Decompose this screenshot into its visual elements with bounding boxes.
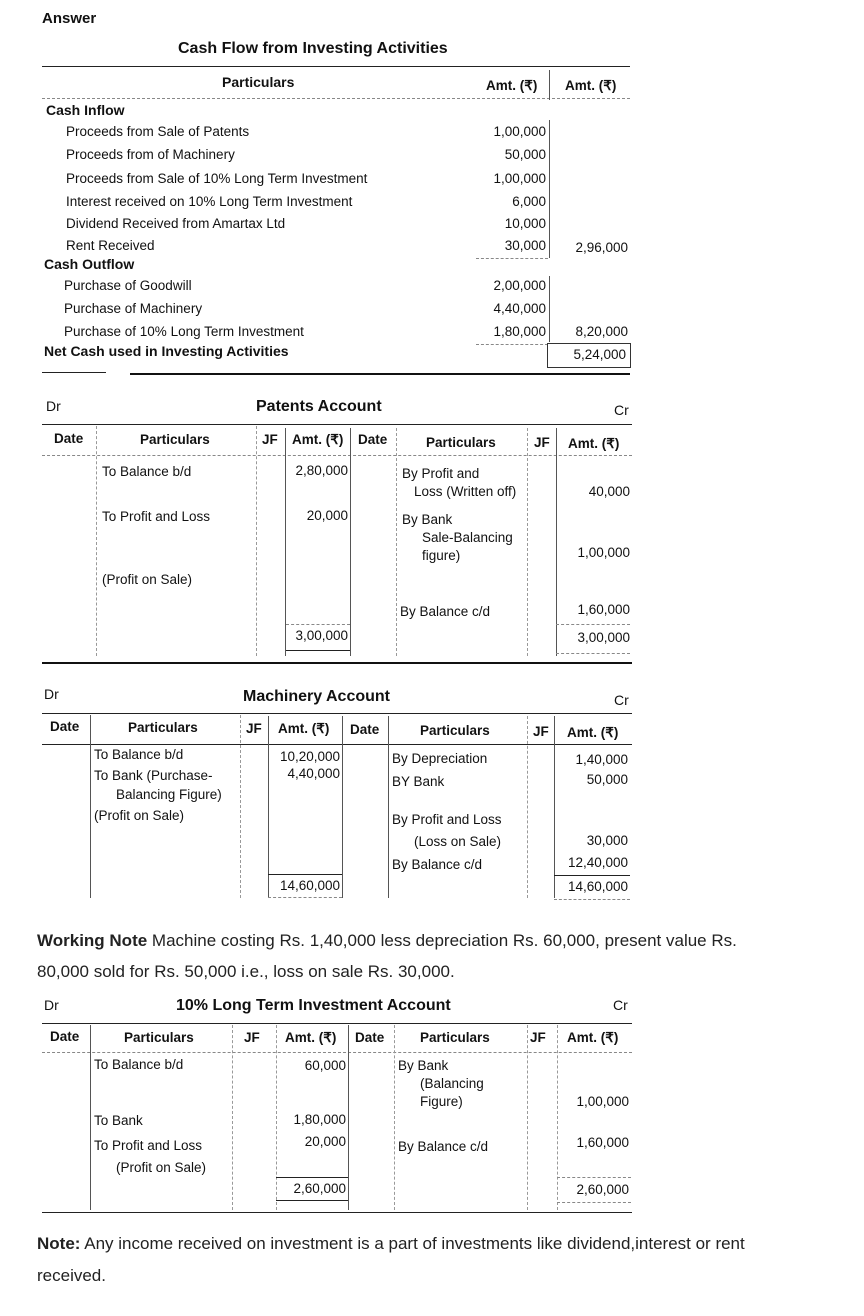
investment-credit-amt: 1,00,000 xyxy=(576,1094,629,1109)
machinery-credit-sum-rule xyxy=(554,875,630,876)
note-line2: received. xyxy=(37,1266,106,1285)
machinery-debit-text: Balancing Figure) xyxy=(116,787,222,802)
machinery-dr: Dr xyxy=(44,686,59,702)
machinery-col-divider xyxy=(342,716,343,898)
investment-credit-amt: 1,60,000 xyxy=(576,1135,629,1150)
patents-bottom-rule xyxy=(42,662,632,664)
cashflow-top-rule xyxy=(42,66,630,67)
machinery-credit-text: By Profit and Loss xyxy=(392,812,502,827)
machinery-debit-total: 14,60,000 xyxy=(279,878,340,893)
investment-debit-amt: 20,000 xyxy=(304,1134,346,1149)
patents-debit-sum-rule xyxy=(286,624,350,625)
patents-debit-amt: 20,000 xyxy=(306,508,348,523)
investment-credit-total: 2,60,000 xyxy=(576,1182,629,1197)
investment-col-divider xyxy=(232,1025,233,1210)
inflow-item-label: Dividend Received from Amartax Ltd xyxy=(66,216,286,231)
inflow-item-amt: 6,000 xyxy=(512,194,546,209)
working-note xyxy=(37,926,737,956)
inflow-item-label: Proceeds from Sale of 10% Long Term Investment xyxy=(66,171,368,186)
net-total: 5,24,000 xyxy=(573,347,626,362)
investment-dr: Dr xyxy=(44,997,59,1013)
patents-top-rule xyxy=(42,424,632,425)
machinery-h-particulars2: Particulars xyxy=(420,723,490,738)
investment-credit-text: By Bank xyxy=(398,1058,449,1073)
machinery-header-rule xyxy=(42,744,632,745)
inflow-item-label: Proceeds from Sale of Patents xyxy=(66,124,250,139)
cashflow-col-amt2: Amt. (₹) xyxy=(565,78,617,93)
patents-title: Patents Account xyxy=(256,398,382,415)
patents-credit-total-rule xyxy=(556,653,630,654)
inflow-sum-rule xyxy=(476,258,548,259)
machinery-h-date: Date xyxy=(50,719,80,734)
cashflow-amt-divider xyxy=(549,276,550,342)
machinery-debit-text: To Bank (Purchase- xyxy=(94,768,213,783)
investment-cr: Cr xyxy=(613,997,628,1013)
inflow-item-amt: 50,000 xyxy=(504,147,546,162)
investment-debit-sum-rule xyxy=(276,1177,348,1178)
investment-h-jf2: JF xyxy=(530,1030,546,1045)
machinery-credit-amt: 50,000 xyxy=(586,772,628,787)
cashflow-header-divider xyxy=(549,70,550,100)
outflow-item-amt: 2,00,000 xyxy=(493,278,546,293)
machinery-debit-sum-rule xyxy=(268,874,342,875)
machinery-credit-text: (Loss on Sale) xyxy=(414,834,502,849)
patents-credit-amt: 1,60,000 xyxy=(577,602,630,617)
machinery-credit-total-rule xyxy=(554,899,630,900)
inflow-item-label: Interest received on 10% Long Term Investment xyxy=(66,194,353,209)
outflow-item-amt: 4,40,000 xyxy=(493,301,546,316)
cashflow-header-rule xyxy=(42,98,630,99)
patents-col-divider xyxy=(256,426,257,656)
investment-debit-total: 2,60,000 xyxy=(293,1181,346,1196)
investment-debit-text: (Profit on Sale) xyxy=(116,1160,207,1175)
machinery-top-rule xyxy=(42,713,632,714)
machinery-debit-text: (Profit on Sale) xyxy=(94,808,185,823)
patents-col-divider xyxy=(96,426,97,656)
investment-credit-text: Figure) xyxy=(420,1094,463,1109)
patents-credit-amt: 1,00,000 xyxy=(577,545,630,560)
investment-bottom-rule xyxy=(42,1212,632,1213)
inflow-item-amt: 10,000 xyxy=(504,216,546,231)
patents-credit-text: By Profit and xyxy=(402,466,480,481)
investment-debit-text: To Balance b/d xyxy=(94,1057,184,1072)
investment-h-date: Date xyxy=(50,1029,80,1044)
patents-h-particulars2: Particulars xyxy=(426,435,496,450)
patents-debit-amt: 2,80,000 xyxy=(295,463,348,478)
investment-credit-sum-rule xyxy=(557,1177,631,1178)
patents-credit-text: By Balance c/d xyxy=(400,604,491,619)
cashflow-outflow-heading: Cash Outflow xyxy=(44,256,135,272)
patents-debit-text: To Profit and Loss xyxy=(102,509,211,524)
machinery-cr: Cr xyxy=(614,692,629,708)
machinery-h-particulars: Particulars xyxy=(128,720,198,735)
note xyxy=(37,1229,745,1259)
answer-label: Answer xyxy=(42,10,97,27)
outflow-item-label: Purchase of 10% Long Term Investment xyxy=(64,324,304,339)
machinery-title: Machinery Account xyxy=(243,688,390,705)
machinery-h-date2: Date xyxy=(350,722,380,737)
investment-credit-text: By Balance c/d xyxy=(398,1139,489,1154)
machinery-credit-text: By Balance c/d xyxy=(392,857,483,872)
machinery-col-divider xyxy=(527,716,528,898)
machinery-debit-amt: 10,20,000 xyxy=(279,749,340,764)
machinery-h-amt: Amt. (₹) xyxy=(278,721,330,736)
investment-debit-amt: 1,80,000 xyxy=(293,1112,346,1127)
patents-col-divider xyxy=(350,428,351,656)
investment-h-amt: Amt. (₹) xyxy=(285,1030,337,1045)
patents-credit-sum-rule xyxy=(556,624,630,625)
investment-debit-text: To Bank xyxy=(94,1113,143,1128)
investment-debit-text: To Profit and Loss xyxy=(94,1138,203,1153)
machinery-credit-amt: 1,40,000 xyxy=(575,752,628,767)
investment-top-rule xyxy=(42,1023,632,1024)
patents-col-divider xyxy=(556,428,557,656)
patents-h-date2: Date xyxy=(358,432,388,447)
outflow-item-label: Purchase of Machinery xyxy=(64,301,203,316)
investment-h-jf: JF xyxy=(244,1030,260,1045)
machinery-col-divider xyxy=(90,715,91,898)
machinery-credit-text: BY Bank xyxy=(392,774,445,789)
machinery-debit-total-rule xyxy=(268,897,342,898)
patents-credit-text: figure) xyxy=(422,548,461,563)
machinery-col-divider xyxy=(388,716,389,898)
investment-title: 10% Long Term Investment Account xyxy=(176,997,451,1014)
machinery-credit-amt: 30,000 xyxy=(586,833,628,848)
investment-h-amt2: Amt. (₹) xyxy=(567,1030,619,1045)
outflow-sum-rule xyxy=(476,344,548,345)
patents-credit-total: 3,00,000 xyxy=(577,630,630,645)
cashflow-net-label: Net Cash used in Investing Activities xyxy=(44,343,289,359)
patents-credit-text: Loss (Written off) xyxy=(414,484,517,499)
investment-col-divider xyxy=(394,1025,395,1210)
note-line1: Any income received on investment is a part of investments like dividend,interest or rent xyxy=(84,1234,745,1253)
outflow-item-label: Purchase of Goodwill xyxy=(64,278,192,293)
investment-col-divider xyxy=(90,1025,91,1210)
patents-debit-text: To Balance b/d xyxy=(102,464,192,479)
patents-h-amt: Amt. (₹) xyxy=(292,432,344,447)
machinery-col-divider xyxy=(240,715,241,898)
patents-credit-amt: 40,000 xyxy=(588,484,630,499)
machinery-credit-total: 14,60,000 xyxy=(567,879,628,894)
inflow-total: 2,96,000 xyxy=(575,240,628,255)
patents-dr: Dr xyxy=(46,398,61,414)
machinery-col-divider xyxy=(554,716,555,898)
outflow-total: 8,20,000 xyxy=(575,324,628,339)
patents-debit-total: 3,00,000 xyxy=(295,628,348,643)
investment-debit-total-rule xyxy=(276,1200,348,1201)
investment-h-particulars2: Particulars xyxy=(420,1030,490,1045)
working-note-line1: Machine costing Rs. 1,40,000 less depreciation Rs. 60,000, present value Rs. xyxy=(151,931,737,950)
patents-h-amt2: Amt. (₹) xyxy=(568,436,620,451)
inflow-item-label: Rent Received xyxy=(66,238,155,253)
patents-h-jf2: JF xyxy=(534,435,550,450)
machinery-debit-text: To Balance b/d xyxy=(94,747,184,762)
investment-header-rule xyxy=(42,1052,632,1053)
inflow-item-label: Proceeds from of Machinery xyxy=(66,147,235,162)
machinery-debit-amt: 4,40,000 xyxy=(287,766,340,781)
investment-h-particulars: Particulars xyxy=(124,1030,194,1045)
investment-col-divider xyxy=(348,1025,349,1210)
cashflow-col-particulars: Particulars xyxy=(222,74,295,90)
machinery-h-jf2: JF xyxy=(533,724,549,739)
patents-credit-text: By Bank xyxy=(402,512,453,527)
working-note-line2: 80,000 sold for Rs. 50,000 i.e., loss on sale Rs. 30,000. xyxy=(37,962,455,981)
patents-debit-text: (Profit on Sale) xyxy=(102,572,193,587)
investment-debit-amt: 60,000 xyxy=(304,1058,346,1073)
machinery-credit-amt: 12,40,000 xyxy=(567,855,628,870)
patents-col-divider xyxy=(527,428,528,656)
investment-h-date2: Date xyxy=(355,1030,385,1045)
machinery-h-jf: JF xyxy=(246,721,262,736)
patents-credit-text: Sale-Balancing xyxy=(422,530,513,545)
cashflow-bottom-rule xyxy=(130,373,630,375)
patents-h-date: Date xyxy=(54,431,84,446)
inflow-item-amt: 1,00,000 xyxy=(493,124,546,139)
patents-h-jf: JF xyxy=(262,432,278,447)
patents-col-divider xyxy=(396,428,397,656)
working-note-label: Working Note xyxy=(37,931,148,950)
machinery-credit-text: By Depreciation xyxy=(392,751,488,766)
inflow-item-amt: 1,00,000 xyxy=(493,171,546,186)
cashflow-amt-divider xyxy=(549,120,550,258)
outflow-item-amt: 1,80,000 xyxy=(493,324,546,339)
cashflow-inflow-heading: Cash Inflow xyxy=(46,102,125,118)
machinery-col-divider xyxy=(268,716,269,898)
inflow-item-amt: 30,000 xyxy=(504,238,546,253)
investment-col-divider xyxy=(527,1025,528,1210)
cashflow-col-amt1: Amt. (₹) xyxy=(486,78,538,93)
investment-credit-text: (Balancing xyxy=(420,1076,484,1091)
cashflow-title: Cash Flow from Investing Activities xyxy=(178,40,448,57)
investment-credit-total-rule xyxy=(557,1202,631,1203)
note-label: Note: xyxy=(37,1234,81,1253)
patents-debit-total-rule xyxy=(286,650,350,651)
patents-header-rule xyxy=(42,455,632,456)
patents-cr: Cr xyxy=(614,402,629,418)
machinery-h-amt2: Amt. (₹) xyxy=(567,725,619,740)
cashflow-bottom-rule-left xyxy=(42,372,106,373)
patents-h-particulars: Particulars xyxy=(140,432,210,447)
